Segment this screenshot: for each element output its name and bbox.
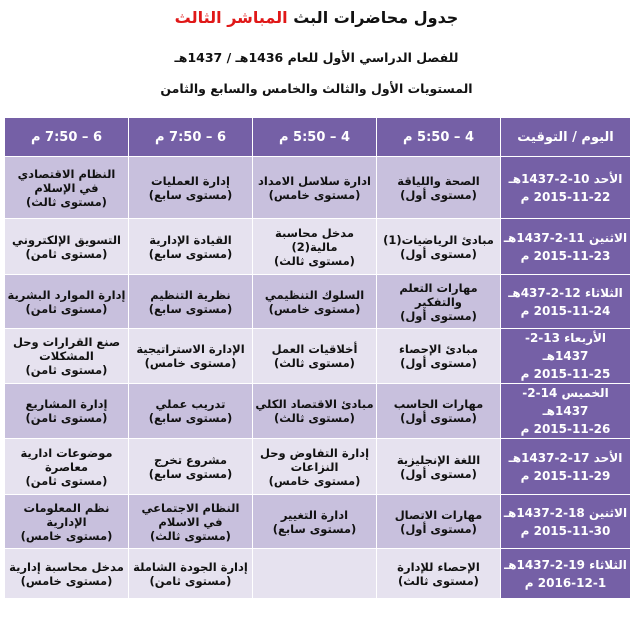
course-name: مبادئ الرياضيات(1)	[383, 232, 494, 247]
course-level: (مستوى خامس)	[20, 528, 113, 543]
header-slot-1: 4 – 5:50 م	[377, 118, 501, 157]
course-level: (مستوى خامس)	[20, 573, 113, 588]
header-row	[5, 118, 631, 157]
table-row	[5, 157, 631, 219]
table-row	[5, 219, 631, 275]
course-name: مهارات الاتصال	[394, 507, 483, 522]
day-date-gregorian: 2015-11-26 م	[520, 422, 611, 436]
day-date-hijri: الأحد 17-2-1437هـ	[508, 450, 623, 465]
course-name: نظم المعلومات الإدارية	[23, 500, 110, 529]
day-date-gregorian: 2015-11-24 م	[520, 303, 611, 318]
course-level: (مستوى خامس)	[268, 473, 361, 488]
course-cell	[253, 157, 377, 219]
course-name: إدارة التفاوض وحل النزاعات	[259, 445, 370, 474]
course-name: إدارة المشاريع	[25, 397, 108, 411]
day-date-hijri: الاثنين 11-2-1437هـ	[503, 230, 628, 245]
course-cell	[5, 439, 129, 495]
course-level: (مستوى ثالث)	[274, 356, 355, 370]
course-name: تدريب عملي	[155, 397, 226, 411]
table-row	[5, 495, 631, 549]
course-cell	[5, 549, 129, 599]
day-date-gregorian: 2015-11-25 م	[520, 367, 611, 381]
day-date-hijri: الثلاثاء 19-2-1437هـ	[504, 557, 627, 572]
course-level: (مستوى ثامن)	[25, 411, 108, 425]
course-name: القيادة الإدارية	[149, 232, 232, 247]
course-level: (مستوى خامس)	[144, 356, 237, 370]
course-cell	[377, 219, 501, 275]
course-cell	[5, 275, 129, 329]
day-cell	[501, 157, 631, 219]
course-level: (مستوى ثامن)	[25, 246, 108, 261]
course-level: (مستوى أول)	[400, 521, 477, 536]
course-cell	[129, 384, 253, 439]
course-cell	[129, 157, 253, 219]
header-slot-2: 4 – 5:50 م	[253, 118, 377, 157]
course-name: ادارة التغيير	[280, 507, 349, 522]
day-cell	[501, 329, 631, 384]
course-name: مبادئ الاقتصاد الكلي	[255, 397, 374, 411]
course-name: إدارة الموارد البشرية	[7, 287, 126, 302]
course-level: (مستوى ثالث)	[274, 253, 355, 268]
course-cell	[129, 219, 253, 275]
course-cell	[377, 549, 501, 599]
day-date-gregorian: 2015-11-22 م	[520, 189, 611, 204]
course-cell	[129, 275, 253, 329]
course-level: (مستوى أول)	[400, 356, 477, 370]
day-cell	[501, 219, 631, 275]
day-cell	[501, 549, 631, 599]
course-level: (مستوى خامس)	[268, 301, 361, 316]
course-cell	[377, 439, 501, 495]
course-name: نظرية التنظيم	[150, 287, 231, 302]
course-name: موضوعات ادارية معاصرة	[20, 445, 113, 474]
header-slot-3: 6 – 7:50 م	[129, 118, 253, 157]
day-date-hijri: الأربعاء 13-2-1437هـ	[524, 331, 607, 363]
day-cell	[501, 495, 631, 549]
day-cell	[501, 275, 631, 329]
course-name: الإحصاء للإدارة	[397, 559, 480, 574]
course-cell	[253, 275, 377, 329]
course-name: الإدارة الاستراتيجية	[136, 342, 245, 356]
title-prefix: جدول محاضرات البث	[287, 8, 459, 27]
day-date-gregorian: 2016-12-1 م	[524, 575, 607, 590]
course-level: (مستوى سابع)	[148, 411, 233, 425]
course-cell	[377, 329, 501, 384]
course-level: (مستوى سابع)	[148, 466, 233, 481]
header-slot-4: 6 – 7:50 م	[5, 118, 129, 157]
course-name: الصحة واللياقة	[397, 173, 480, 188]
course-name: اللغة الإنجليزية	[396, 452, 481, 467]
page-title	[0, 8, 633, 27]
course-cell	[129, 329, 253, 384]
course-level: (مستوى أول)	[400, 246, 477, 261]
day-date-hijri: الاثنين 18-2-1437هـ	[503, 505, 628, 520]
day-date-gregorian: 2015-11-23 م	[520, 248, 611, 263]
course-name: النظام الاقتصادي في الإسلام	[17, 166, 116, 195]
course-level: (مستوى ثامن)	[25, 301, 108, 316]
course-level: (مستوى أول)	[400, 187, 477, 202]
course-level: (مستوى سابع)	[272, 521, 357, 536]
title-accent: المباشر الثالث	[174, 8, 288, 27]
course-cell	[5, 329, 129, 384]
course-cell	[5, 495, 129, 549]
course-cell	[253, 384, 377, 439]
course-cell	[377, 275, 501, 329]
semester-subtitle: للفصل الدراسي الأول للعام 1436هـ / 1437هـ	[174, 50, 459, 65]
course-cell	[129, 495, 253, 549]
day-date-hijri: الأحد 10-2-1437هـ	[508, 171, 623, 186]
day-date-hijri: الثلاثاء 12-2-437هـ	[508, 285, 623, 300]
table-row	[5, 549, 631, 599]
course-cell	[253, 329, 377, 384]
course-name: مشروع تخرج	[153, 452, 228, 467]
course-cell	[129, 549, 253, 599]
course-cell	[253, 549, 377, 599]
day-date-gregorian: 2015-11-29 م	[520, 468, 611, 483]
course-level: (مستوى ثامن)	[25, 473, 108, 488]
table-row	[5, 275, 631, 329]
course-level: (مستوى سابع)	[148, 246, 233, 261]
course-cell	[253, 219, 377, 275]
course-level: (مستوى ثالث)	[274, 411, 355, 425]
course-cell	[377, 384, 501, 439]
course-name: صنع القرارات وحل المشكلات	[12, 335, 121, 363]
day-cell	[501, 384, 631, 439]
course-name: مبادئ الإحصاء	[399, 342, 478, 356]
course-cell	[377, 157, 501, 219]
course-name: مدخل محاسبة مالية(2)	[274, 225, 355, 254]
course-name: ادارة سلاسل الامداد	[258, 173, 371, 188]
table-row	[5, 329, 631, 384]
header-day-time: اليوم / التوقيت	[501, 118, 631, 157]
course-cell	[5, 219, 129, 275]
course-name: إدارة الجودة الشاملة	[133, 559, 248, 574]
day-cell	[501, 439, 631, 495]
course-cell	[253, 439, 377, 495]
table-row	[5, 384, 631, 439]
day-date-hijri: الخميس 14-2-1437هـ	[522, 386, 609, 418]
course-cell	[129, 439, 253, 495]
table-row	[5, 439, 631, 495]
course-level: (مستوى ثالث)	[26, 194, 107, 209]
course-name: إدارة العمليات	[151, 173, 230, 188]
course-level: (مستوى سابع)	[148, 187, 233, 202]
course-level: (مستوى خامس)	[268, 187, 361, 202]
course-name: النظام الاجتماعي في الاسلام	[141, 500, 240, 529]
course-level: (مستوى ثامن)	[149, 573, 232, 588]
course-name: التسويق الإلكتروني	[11, 232, 121, 247]
course-level: (مستوى أول)	[400, 308, 477, 323]
course-level: (مستوى ثامن)	[25, 363, 108, 377]
course-cell	[5, 157, 129, 219]
day-date-gregorian: 2015-11-30 م	[520, 523, 611, 538]
course-level: (مستوى أول)	[400, 466, 477, 481]
course-level: (مستوى سابع)	[148, 301, 233, 316]
course-name: السلوك التنظيمي	[264, 287, 365, 302]
course-cell	[377, 495, 501, 549]
levels-subtitle: المستويات الأول والثالث والخامس والسابع والثامن	[160, 81, 473, 96]
course-name: مهارات التعلم والتفكير	[399, 280, 478, 309]
course-cell	[253, 495, 377, 549]
course-level: (مستوى أول)	[400, 411, 477, 425]
course-level: (مستوى ثالث)	[150, 528, 231, 543]
schedule-table	[4, 117, 631, 599]
course-cell	[5, 384, 129, 439]
course-name: أخلاقيات العمل	[271, 342, 358, 356]
course-name: مدخل محاسبة إدارية	[9, 559, 124, 574]
course-level: (مستوى ثالث)	[398, 573, 479, 588]
course-name: مهارات الحاسب	[393, 397, 484, 411]
